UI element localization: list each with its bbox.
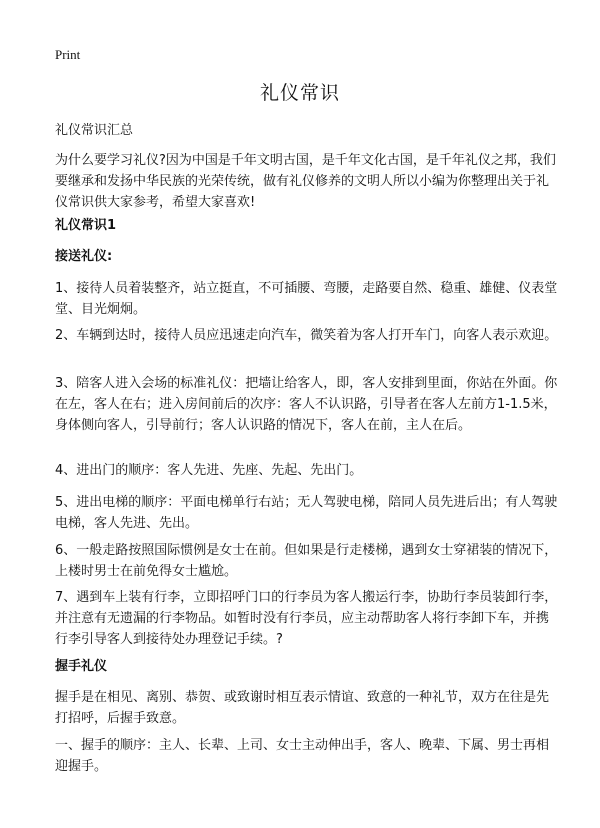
section-subheading: 接送礼仪:: [55, 249, 113, 264]
paragraph: 1、接待人员着装整齐，站立挺直，不可插腰、弯腰，走路要自然、稳重、雄健、仪表堂堂、目光炯炯。: [55, 281, 558, 317]
paragraph: 4、进出门的顺序：客人先进、先座、先起、先出门。: [55, 463, 363, 478]
page-title: 礼仪常识: [259, 82, 340, 104]
paragraph: 握手是在相见、离别、恭贺、或致谢时相互表示情谊、致意的一种礼节，双方在往是先打招呼，后握手致意。: [55, 690, 550, 726]
paragraph: 3、陪客人进入会场的标准礼仪：把墙让给客人，即，客人安排到里面，你站在外面。你在左，客人在右；进入房间前后的次序：客人不认识路，引导者在客人左前方1-1.5米，身体侧向客人，引导前行；客人认识路的情况下，客人在前，主人在后。: [55, 376, 558, 433]
section-heading: 握手礼仪: [55, 659, 108, 674]
print-link[interactable]: Print: [55, 47, 81, 62]
paragraph: 5、进出电梯的顺序：平面电梯单行右站；无人驾驶电梯，陪同人员先进后出；有人驾驶电梯，客人先进、先出。: [55, 495, 558, 531]
paragraph: 一、握手的顺序：主人、长辈、上司、女士主动伸出手，客人、晚辈、下属、男士再相迎握手。: [55, 738, 550, 774]
paragraph: 6、一般走路按照国际惯例是女士在前。但如果是行走楼梯，遇到女士穿裙装的情况下，上楼时男士在前免得女士尴尬。: [55, 543, 558, 579]
intro-paragraph: 为什么要学习礼仪?因为中国是千年文明古国，是千年文化古国，是千年礼仪之邦，我们要继承和发扬中华民族的光荣传统，做有礼仪修养的文明人所以小编为你整理出关于礼仪常识供大家参考，希望大家喜欢!: [55, 153, 556, 210]
paragraph: 7、遇到车上装有行李，立即招呼门口的行李员为客人搬运行李，协助行李员装卸行李，并注意有无遗漏的行李物品。如暂时没有行李员，应主动帮助客人将行李卸下车，并携行李引导客人到接待处办理登记手续。?: [55, 590, 558, 647]
section-heading: 礼仪常识1: [55, 218, 117, 233]
summary-line: 礼仪常识汇总: [55, 123, 134, 138]
paragraph: 2、车辆到达时，接待人员应迅速走向汽车，微笑着为客人打开车门，向客人表示欢迎。: [55, 328, 558, 343]
